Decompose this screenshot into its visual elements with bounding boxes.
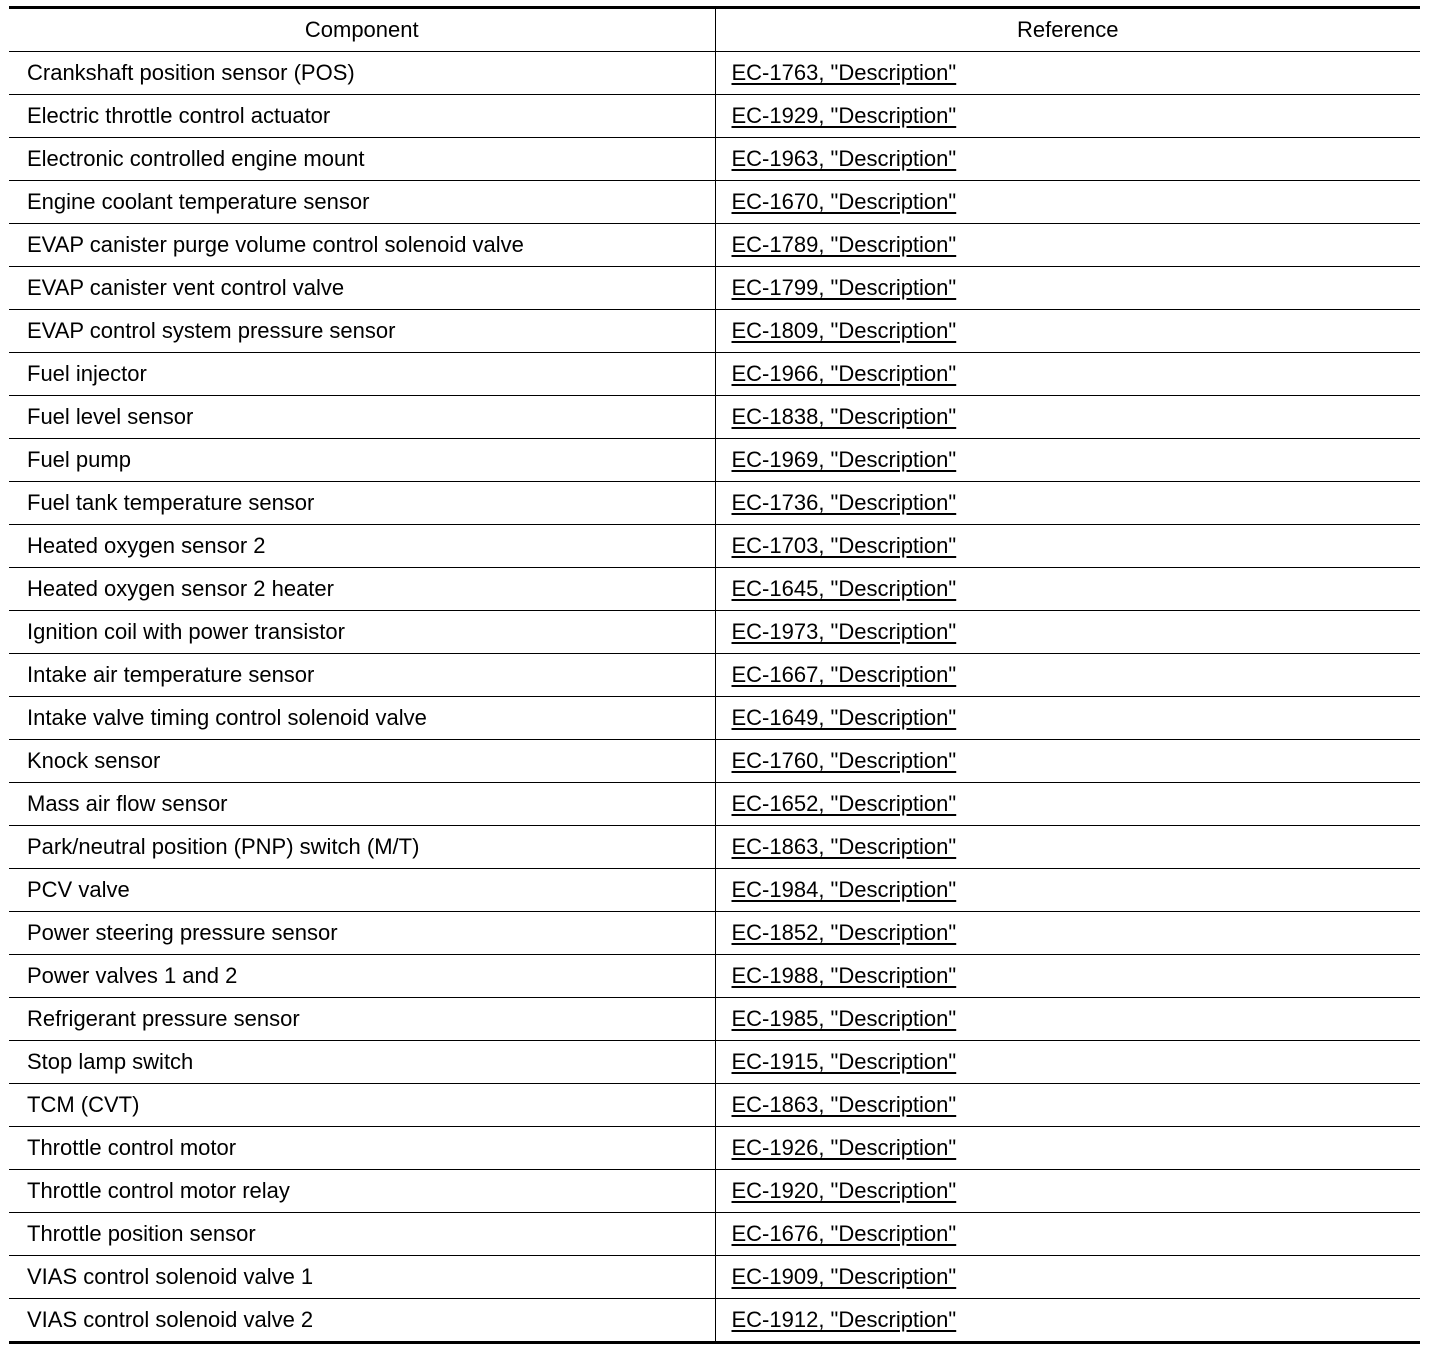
table-row (9, 955, 1420, 998)
reference-link[interactable]: EC-1963, "Description" (731, 146, 957, 171)
table-row (9, 1170, 1420, 1213)
reference-cell (715, 998, 1420, 1041)
reference-link[interactable]: EC-1799, "Description" (731, 275, 957, 300)
reference-link[interactable]: EC-1652, "Description" (731, 791, 957, 816)
reference-link[interactable]: EC-1809, "Description" (731, 318, 957, 343)
reference-link[interactable]: EC-1863, "Description" (731, 1092, 957, 1117)
component-cell: PCV valve (9, 869, 715, 912)
component-cell: EVAP canister vent control valve (9, 267, 715, 310)
reference-cell (715, 568, 1420, 611)
reference-link[interactable]: EC-1645, "Description" (731, 576, 957, 601)
table-row (9, 783, 1420, 826)
component-cell: Power steering pressure sensor (9, 912, 715, 955)
reference-link[interactable]: EC-1670, "Description" (731, 189, 957, 214)
component-cell: Stop lamp switch (9, 1041, 715, 1084)
header-reference: Reference (715, 8, 1420, 52)
component-cell: Fuel injector (9, 353, 715, 396)
component-cell: Heated oxygen sensor 2 heater (9, 568, 715, 611)
reference-link[interactable]: EC-1988, "Description" (731, 963, 957, 988)
reference-cell (715, 525, 1420, 568)
component-reference-table (9, 6, 1420, 1344)
table-row (9, 525, 1420, 568)
table-row (9, 611, 1420, 654)
component-cell: Heated oxygen sensor 2 (9, 525, 715, 568)
table-row (9, 826, 1420, 869)
table-row (9, 224, 1420, 267)
component-cell: EVAP canister purge volume control solenoid valve (9, 224, 715, 267)
reference-cell (715, 826, 1420, 869)
reference-cell (715, 1170, 1420, 1213)
reference-cell (715, 52, 1420, 95)
table-row (9, 912, 1420, 955)
reference-link[interactable]: EC-1763, "Description" (731, 60, 957, 85)
table-row (9, 353, 1420, 396)
table-body (9, 52, 1420, 1343)
component-cell: EVAP control system pressure sensor (9, 310, 715, 353)
table-row (9, 654, 1420, 697)
reference-cell (715, 353, 1420, 396)
table-header-row (9, 8, 1420, 52)
table-row (9, 439, 1420, 482)
reference-cell (715, 611, 1420, 654)
reference-link[interactable]: EC-1863, "Description" (731, 834, 957, 859)
component-cell: Intake valve timing control solenoid valve (9, 697, 715, 740)
reference-link[interactable]: EC-1736, "Description" (731, 490, 957, 515)
component-cell: Electronic controlled engine mount (9, 138, 715, 181)
table-row (9, 1256, 1420, 1299)
reference-link[interactable]: EC-1760, "Description" (731, 748, 957, 773)
component-cell: Ignition coil with power transistor (9, 611, 715, 654)
component-cell: Fuel pump (9, 439, 715, 482)
reference-cell (715, 482, 1420, 525)
reference-link[interactable]: EC-1985, "Description" (731, 1006, 957, 1031)
reference-cell (715, 1041, 1420, 1084)
reference-link[interactable]: EC-1703, "Description" (731, 533, 957, 558)
table-row (9, 568, 1420, 611)
component-cell: TCM (CVT) (9, 1084, 715, 1127)
table-row (9, 740, 1420, 783)
reference-link[interactable]: EC-1909, "Description" (731, 1264, 957, 1289)
table-row (9, 396, 1420, 439)
component-cell: Refrigerant pressure sensor (9, 998, 715, 1041)
header-component: Component (9, 8, 715, 52)
component-cell: Power valves 1 and 2 (9, 955, 715, 998)
reference-cell (715, 396, 1420, 439)
reference-cell (715, 439, 1420, 482)
component-cell: VIAS control solenoid valve 2 (9, 1299, 715, 1343)
reference-cell (715, 181, 1420, 224)
reference-link[interactable]: EC-1929, "Description" (731, 103, 957, 128)
component-cell: Knock sensor (9, 740, 715, 783)
table-row (9, 310, 1420, 353)
reference-link[interactable]: EC-1789, "Description" (731, 232, 957, 257)
reference-link[interactable]: EC-1838, "Description" (731, 404, 957, 429)
table-row (9, 1041, 1420, 1084)
reference-cell (715, 1127, 1420, 1170)
table-row (9, 95, 1420, 138)
reference-link[interactable]: EC-1852, "Description" (731, 920, 957, 945)
reference-cell (715, 1084, 1420, 1127)
component-cell: Throttle control motor (9, 1127, 715, 1170)
component-cell: Crankshaft position sensor (POS) (9, 52, 715, 95)
reference-cell (715, 1213, 1420, 1256)
reference-cell (715, 224, 1420, 267)
reference-link[interactable]: EC-1649, "Description" (731, 705, 957, 730)
reference-cell (715, 869, 1420, 912)
reference-cell (715, 138, 1420, 181)
component-cell: Fuel tank temperature sensor (9, 482, 715, 525)
reference-link[interactable]: EC-1973, "Description" (731, 619, 957, 644)
table-row (9, 1127, 1420, 1170)
reference-cell (715, 912, 1420, 955)
component-cell: Throttle position sensor (9, 1213, 715, 1256)
component-cell: Engine coolant temperature sensor (9, 181, 715, 224)
reference-cell (715, 310, 1420, 353)
reference-cell (715, 783, 1420, 826)
table-row (9, 1084, 1420, 1127)
table-row (9, 1299, 1420, 1343)
reference-cell (715, 740, 1420, 783)
table-row (9, 52, 1420, 95)
table-row (9, 138, 1420, 181)
component-cell: Park/neutral position (PNP) switch (M/T) (9, 826, 715, 869)
table-row (9, 869, 1420, 912)
component-cell: VIAS control solenoid valve 1 (9, 1256, 715, 1299)
component-cell: Fuel level sensor (9, 396, 715, 439)
reference-cell (715, 697, 1420, 740)
table-row (9, 697, 1420, 740)
reference-link[interactable]: EC-1969, "Description" (731, 447, 957, 472)
reference-cell (715, 654, 1420, 697)
reference-link[interactable]: EC-1915, "Description" (731, 1049, 957, 1074)
table-row (9, 1213, 1420, 1256)
table-row (9, 267, 1420, 310)
component-cell: Intake air temperature sensor (9, 654, 715, 697)
reference-link[interactable]: EC-1966, "Description" (731, 361, 957, 386)
component-cell: Electric throttle control actuator (9, 95, 715, 138)
table-row (9, 998, 1420, 1041)
component-cell: Mass air flow sensor (9, 783, 715, 826)
reference-link[interactable]: EC-1920, "Description" (731, 1178, 957, 1203)
reference-link[interactable]: EC-1912, "Description" (731, 1307, 957, 1332)
reference-cell (715, 267, 1420, 310)
component-cell: Throttle control motor relay (9, 1170, 715, 1213)
table-row (9, 482, 1420, 525)
reference-link[interactable]: EC-1984, "Description" (731, 877, 957, 902)
reference-cell (715, 955, 1420, 998)
reference-cell (715, 1299, 1420, 1343)
reference-cell (715, 1256, 1420, 1299)
reference-link[interactable]: EC-1667, "Description" (731, 662, 957, 687)
reference-cell (715, 95, 1420, 138)
table-row (9, 181, 1420, 224)
reference-link[interactable]: EC-1676, "Description" (731, 1221, 957, 1246)
reference-link[interactable]: EC-1926, "Description" (731, 1135, 957, 1160)
